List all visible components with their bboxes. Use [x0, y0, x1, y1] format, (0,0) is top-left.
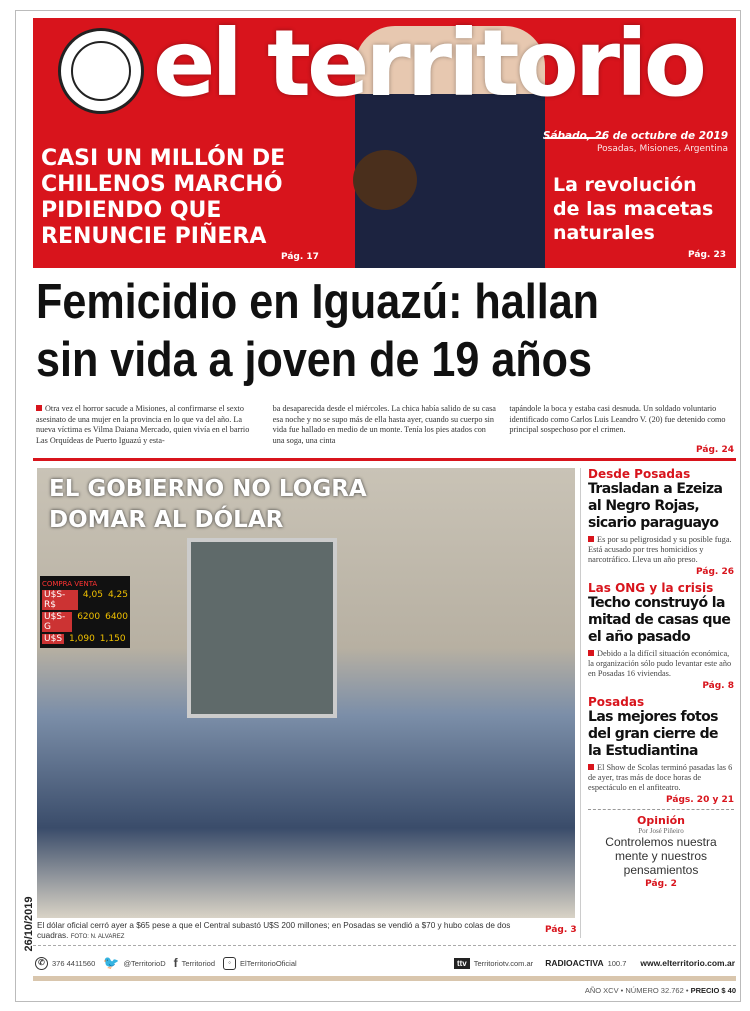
instagram-handle[interactable]: ElTerritorioOficial [239, 958, 297, 968]
board-row [42, 612, 128, 632]
divider [580, 468, 581, 938]
headline-line: CASI UN MILLÓN DE [41, 146, 286, 171]
page-ref: Pág. 26 [696, 567, 734, 577]
kicker: Posadas [588, 695, 645, 709]
buy: 6200 [77, 612, 101, 622]
sidebar [588, 466, 734, 893]
twitter-icon: 🐦 [103, 955, 120, 970]
kicker: Desde Posadas [588, 467, 691, 481]
website-link[interactable]: www.elterritorio.com.ar [640, 958, 735, 968]
headline-line: naturales [553, 222, 655, 244]
buy: 1,090 [69, 634, 95, 644]
headline-line: La revolución [553, 174, 697, 196]
bullet-square [588, 650, 594, 656]
headline-line: EL GOBIERNO NO LOGRA [49, 476, 367, 502]
page-ref: Pág. 24 [696, 445, 734, 455]
page-ref: Pág. 23 [688, 250, 726, 260]
board-header: COMPRA VENTA [42, 580, 98, 588]
exchange-rate-board [40, 576, 130, 648]
tv-site[interactable]: Territoriotv.com.ar [473, 958, 534, 968]
page-ref: Pág. 2 [645, 879, 677, 889]
sidebar-story[interactable] [588, 695, 734, 805]
issue-info [585, 986, 736, 995]
body-column: tapándole la boca y estaba casi desnuda. Un soldado voluntario identificado como Carlos Luis Leandro V. (20) fue detenido como principal sospechoso por el crimen. [509, 404, 726, 434]
brand-title: el territorio [153, 18, 703, 117]
divider [588, 809, 734, 810]
opinion-box[interactable] [588, 814, 734, 889]
page-ref: Pág. 17 [281, 252, 319, 262]
page-ref: Págs. 20 y 21 [666, 795, 734, 805]
footer-bar [35, 955, 735, 971]
headline-line: sin vida a joven de 19 años [36, 333, 592, 387]
body-column: ba desaparecida desde el miércoles. La chica había salido de su casa esa noche y no se supo más de ella hasta ayer, cuando su cuerpo sin vida fue hallado en medio de un monte. Tenía los pies atados con una soga, una cinta [272, 404, 496, 445]
currency: U$S [44, 634, 63, 644]
twitter-handle[interactable]: @TerritorioD [123, 958, 166, 968]
facebook-handle[interactable]: Territoriod [181, 958, 215, 968]
bullet-square [588, 536, 594, 542]
board-row [42, 590, 128, 610]
bank-door [187, 538, 337, 718]
headline-line: DOMAR AL DÓLAR [49, 507, 284, 533]
dateline [543, 130, 728, 154]
caption-text: El dólar oficial cerró ayer a $65 pese a que el Central subastó U$S 200 millones; en Posadas se vendió a $70 y hubo colas de dos cuadras. [37, 921, 511, 940]
sell: 4,25 [107, 590, 128, 600]
footer-band [33, 976, 736, 981]
tv-logo: ttv [454, 958, 470, 969]
bullet-square [588, 764, 594, 770]
facebook-icon: f [173, 956, 178, 970]
story-body: Es por su peligrosidad y su posible fuga. Está acusado por tres homicidios y narcotráfico. Lleva un año preso. [588, 535, 732, 564]
spine-date: 26/10/2019 [23, 896, 35, 952]
sidebar-story[interactable] [588, 467, 734, 577]
location: Posadas, Misiones, Argentina [597, 144, 728, 154]
headline-line: de las macetas [553, 198, 714, 220]
board-row [42, 634, 128, 644]
logo-emblem [58, 28, 144, 114]
radio-name: RADIOACTIVA [545, 958, 604, 968]
divider [33, 458, 736, 461]
page-ref: Pág. 3 [545, 925, 577, 935]
whatsapp-number: 376 4411560 [52, 958, 96, 968]
story-body: Debido a la difícil situación económica, la organización sólo pudo levantar este año en Posadas 16 viviendas. [588, 649, 732, 678]
headline-line: CHILENOS MARCHÓ [41, 172, 283, 197]
currency: U$S-G [42, 612, 72, 632]
headline-line: Femicidio en Iguazú: hallan [36, 275, 600, 329]
story-headline: Techo construyó la mitad de casas que el año pasado [588, 595, 731, 645]
story-body: El Show de Scolas terminó pasadas las 6 de ayer, tras más de doce horas de espectáculo en el anfiteatro. [588, 763, 733, 792]
sell: 6400 [105, 612, 128, 622]
main-headline[interactable] [36, 273, 599, 389]
currency: U$S-R$ [42, 590, 78, 610]
masthead [33, 18, 736, 268]
dollar-queue-photo [37, 468, 575, 918]
headline-line: PIDIENDO QUE [41, 198, 222, 223]
chile-headline[interactable] [41, 146, 341, 250]
opinion-title: Controlemos nuestra mente y nuestros pensamientos [605, 835, 717, 877]
price: PRECIO $ 40 [690, 986, 736, 995]
photo-headline[interactable] [49, 474, 367, 536]
macetas-headline[interactable] [553, 173, 713, 245]
buy: 4,05 [82, 590, 103, 600]
main-story-body [36, 404, 736, 446]
divider [33, 945, 736, 946]
headline-line: RENUNCIE PIÑERA [41, 224, 267, 249]
sell: 1,150 [99, 634, 126, 644]
story-headline: Trasladan a Ezeiza al Negro Rojas, sicario paraguayo [588, 481, 723, 531]
sidebar-story[interactable] [588, 581, 734, 691]
kicker: Opinión [637, 814, 685, 827]
radio-frequency: 100.7 [607, 958, 627, 968]
plant-pot-photo [353, 150, 417, 210]
page-ref: Pág. 8 [702, 681, 734, 691]
date: Sábado, 26 de octubre de 2019 [542, 130, 728, 142]
story-headline: Las mejores fotos del gran cierre de la Estudiantina [588, 709, 718, 759]
issue-number: AÑO XCV • NÚMERO 32.762 • [584, 986, 689, 995]
instagram-icon: ◦ [223, 957, 236, 970]
whatsapp-icon: ✆ [35, 957, 48, 970]
bullet-square [36, 405, 42, 411]
kicker: Las ONG y la crisis [588, 581, 714, 595]
photo-caption [37, 921, 537, 942]
body-column: Otra vez el horror sacude a Misiones, al confirmarse el sexto asesinato de una mujer en la provincia en lo que va del año. La nueva víctima es Vilma Daiana Mercado, quien vivía en el barrio Las Orquídeas de Puerto Iguazú y esta- [36, 404, 250, 445]
photo-credit: FOTO: N. ALVAREZ [70, 934, 125, 940]
author: Por José Piñeiro [638, 827, 684, 835]
